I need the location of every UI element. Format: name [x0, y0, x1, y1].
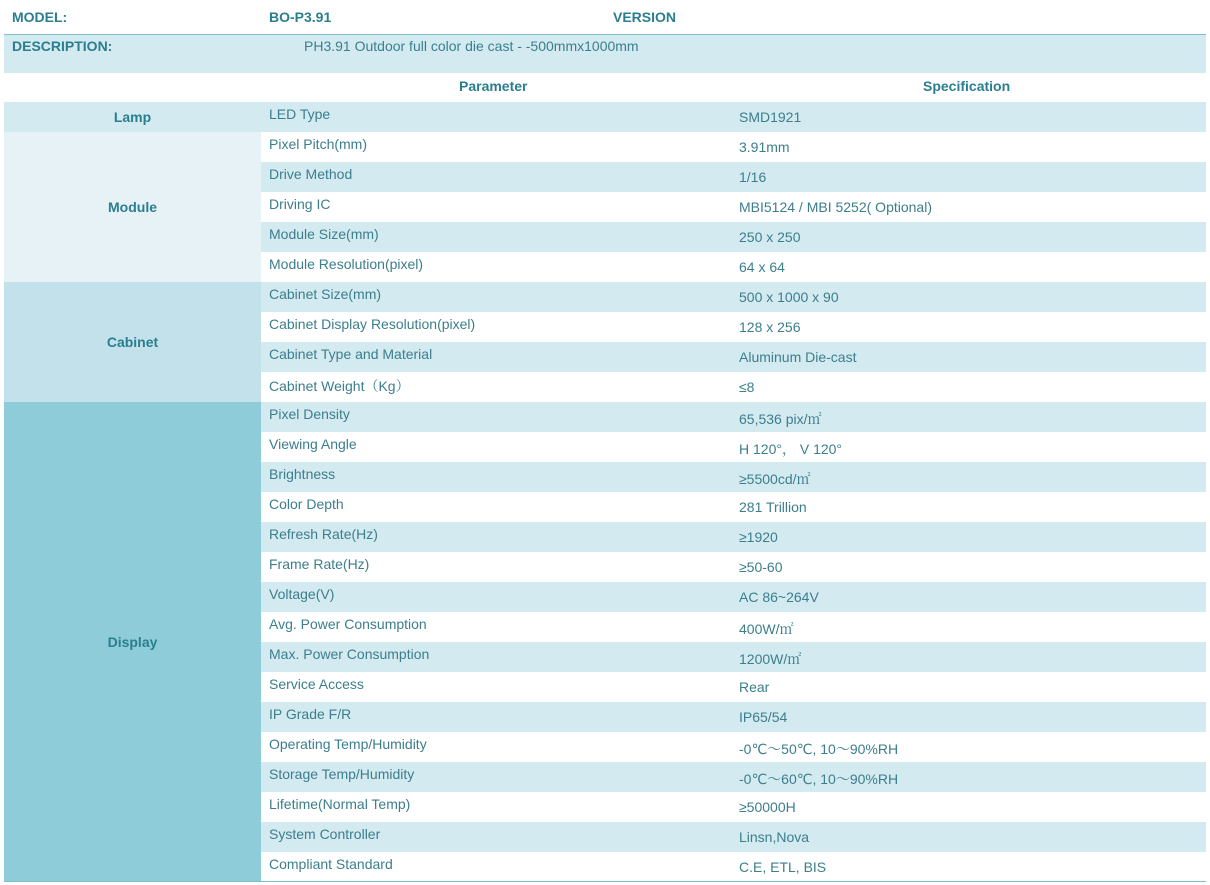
- spec-cell: ≥5500cd/㎡: [739, 471, 811, 487]
- param-cell: Storage Temp/Humidity: [269, 766, 415, 782]
- param-cell: Module Size(mm): [269, 226, 379, 242]
- model-value: BO-P3.91: [269, 9, 332, 25]
- spec-cell: Linsn,Nova: [739, 829, 810, 845]
- param-cell: Driving IC: [269, 196, 331, 212]
- spec-cell: C.E, ETL, BIS: [739, 859, 827, 875]
- model-label: MODEL:: [12, 9, 68, 25]
- version-label: VERSION: [613, 9, 677, 25]
- param-cell: Lifetime(Normal Temp): [269, 796, 411, 812]
- group-display: [4, 402, 261, 882]
- param-cell: Drive Method: [269, 166, 353, 182]
- spec-cell: 500 x 1000 x 90: [739, 289, 839, 305]
- group-display-label: Display: [107, 634, 158, 650]
- description-label: DESCRIPTION:: [12, 38, 113, 54]
- spec-cell: 1/16: [739, 169, 767, 185]
- param-cell: Cabinet Weight（Kg）: [269, 378, 410, 394]
- param-cell: System Controller: [269, 826, 381, 842]
- group-lamp: [4, 102, 261, 132]
- spec-cell: 1200W/㎡: [739, 651, 802, 667]
- param-cell: Compliant Standard: [269, 856, 393, 872]
- param-cell: Cabinet Size(mm): [269, 286, 382, 302]
- spec-cell: AC 86~264V: [739, 589, 819, 605]
- spec-cell: H 120°， V 120°: [739, 441, 843, 457]
- spec-cell: ≥50000H: [739, 799, 796, 815]
- description-value: PH3.91 Outdoor full color die cast - -500mmx1000mm: [304, 38, 639, 54]
- spec-cell: SMD1921: [739, 109, 802, 125]
- group-lamp-label: Lamp: [113, 109, 152, 125]
- param-cell: IP Grade F/R: [269, 706, 352, 722]
- spec-cell: 128 x 256: [739, 319, 801, 335]
- description-header-row: [4, 35, 1206, 73]
- param-cell: LED Type: [269, 106, 331, 122]
- group-cabinet-label: Cabinet: [106, 334, 159, 350]
- param-cell: Frame Rate(Hz): [269, 556, 370, 572]
- model-header-row: [4, 0, 1206, 35]
- specification-column-header: Specification: [923, 78, 1011, 94]
- spec-cell: 65,536 pix/㎡: [739, 411, 822, 427]
- spec-cell: ≥50-60: [739, 559, 783, 575]
- param-cell: Operating Temp/Humidity: [269, 736, 427, 752]
- param-cell: Brightness: [269, 466, 336, 482]
- param-cell: Viewing Angle: [269, 436, 357, 452]
- spec-cell: 64 x 64: [739, 259, 785, 275]
- spec-cell: Rear: [739, 679, 770, 695]
- parameter-column-header: Parameter: [459, 78, 528, 94]
- spec-cell: ≤8: [739, 379, 755, 395]
- param-cell: Avg. Power Consumption: [269, 616, 427, 632]
- group-module: [4, 132, 261, 282]
- group-module-label: Module: [108, 199, 157, 215]
- param-cell: Max. Power Consumption: [269, 646, 430, 662]
- spec-cell: 400W/㎡: [739, 621, 794, 637]
- param-cell: Cabinet Display Resolution(pixel): [269, 316, 476, 332]
- spec-cell: 281 Trillion: [739, 499, 807, 515]
- spec-cell: -0℃～60℃, 10～90%RH: [739, 771, 899, 787]
- param-cell: Color Depth: [269, 496, 344, 512]
- param-cell: Refresh Rate(Hz): [269, 526, 378, 542]
- param-cell: Service Access: [269, 676, 364, 692]
- spec-cell: Aluminum Die-cast: [739, 349, 857, 365]
- spec-cell: 3.91mm: [739, 139, 790, 155]
- spec-cell: -0℃～50℃, 10～90%RH: [739, 741, 899, 757]
- param-cell: Pixel Density: [269, 406, 350, 422]
- group-cabinet: [4, 282, 261, 402]
- param-cell: Module Resolution(pixel): [269, 256, 424, 272]
- spec-cell: 250 x 250: [739, 229, 801, 245]
- column-header-row: [4, 73, 1206, 102]
- param-cell: Cabinet Type and Material: [269, 346, 433, 362]
- spec-cell: MBI5124 / MBI 5252( Optional): [739, 199, 932, 215]
- param-cell: Pixel Pitch(mm): [269, 136, 368, 152]
- spec-cell: IP65/54: [739, 709, 788, 725]
- table-bottom-divider: [4, 881, 1206, 882]
- spec-cell: ≥1920: [739, 529, 778, 545]
- param-cell: Voltage(V): [269, 586, 335, 602]
